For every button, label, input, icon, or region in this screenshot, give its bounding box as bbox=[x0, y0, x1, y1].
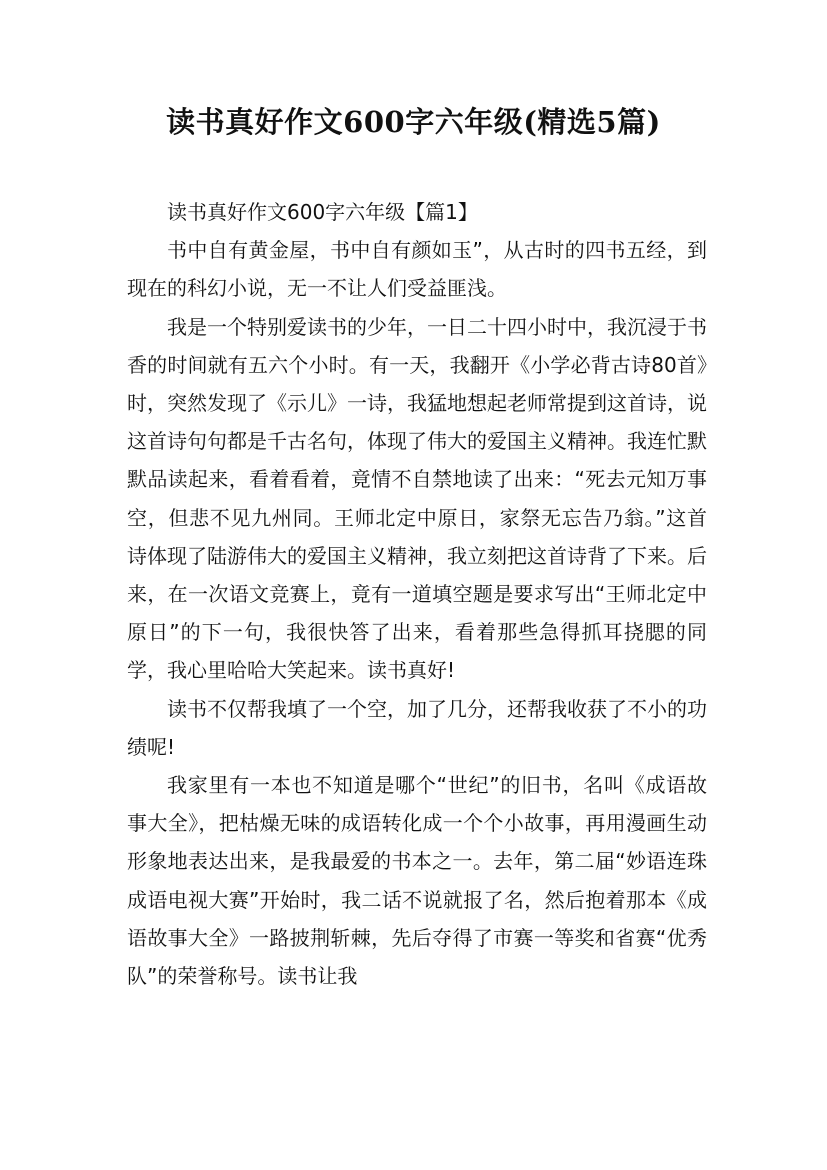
document-body bbox=[127, 193, 707, 995]
paragraph: 书中自有黄金屋，书中自有颜如玉”，从古时的四书五经，到现在的科幻小说，无一不让人们受益匪浅。 bbox=[127, 238, 707, 301]
paragraph: 我是一个特别爱读书的少年，一日二十四小时中，我沉浸于书香的时间就有五六个小时。有一天，我翻开《小学必背古诗80首》时，突然发现了《示儿》一诗，我猛地想起老师常提到这首诗，说这首诗句句都是千古名句，体现了伟大的爱国主义精神。我连忙默默品读起来，看着看着，竟情不自禁地读了出来：“死去元知万事空，但悲不见九州同。王师北定中原日，家祭无忘告乃翁。”这首诗体现了陆游伟大的爱国主义精神，我立刻把这首诗背了下来。后来，在一次语文竞赛上，竟有一道填空题是要求写出“王师北定中原日”的下一句，我很快答了出来，看着那些急得抓耳挠腮的同学，我心里哈哈大笑起来。读书真好! bbox=[127, 314, 707, 683]
section-heading: 读书真好作文600字六年级【篇1】 bbox=[167, 200, 478, 224]
paragraph: 读书不仅帮我填了一个空，加了几分，还帮我收获了不小的功绩呢! bbox=[127, 696, 707, 759]
document-title: 读书真好作文600字六年级(精选5篇) bbox=[166, 105, 661, 139]
paragraph: 我家里有一本也不知道是哪个“世纪”的旧书，名叫《成语故事大全》，把枯燥无味的成语转化成一个个小故事，再用漫画生动形象地表达出来，是我最爱的书本之一。去年，第二届“妙语连珠成语电视大赛”开始时，我二话不说就报了名，然后抱着那本《成语故事大全》一路披荆斩棘，先后夺得了市赛一等奖和省赛“优秀队”的荣誉称号。读书让我 bbox=[127, 773, 707, 989]
